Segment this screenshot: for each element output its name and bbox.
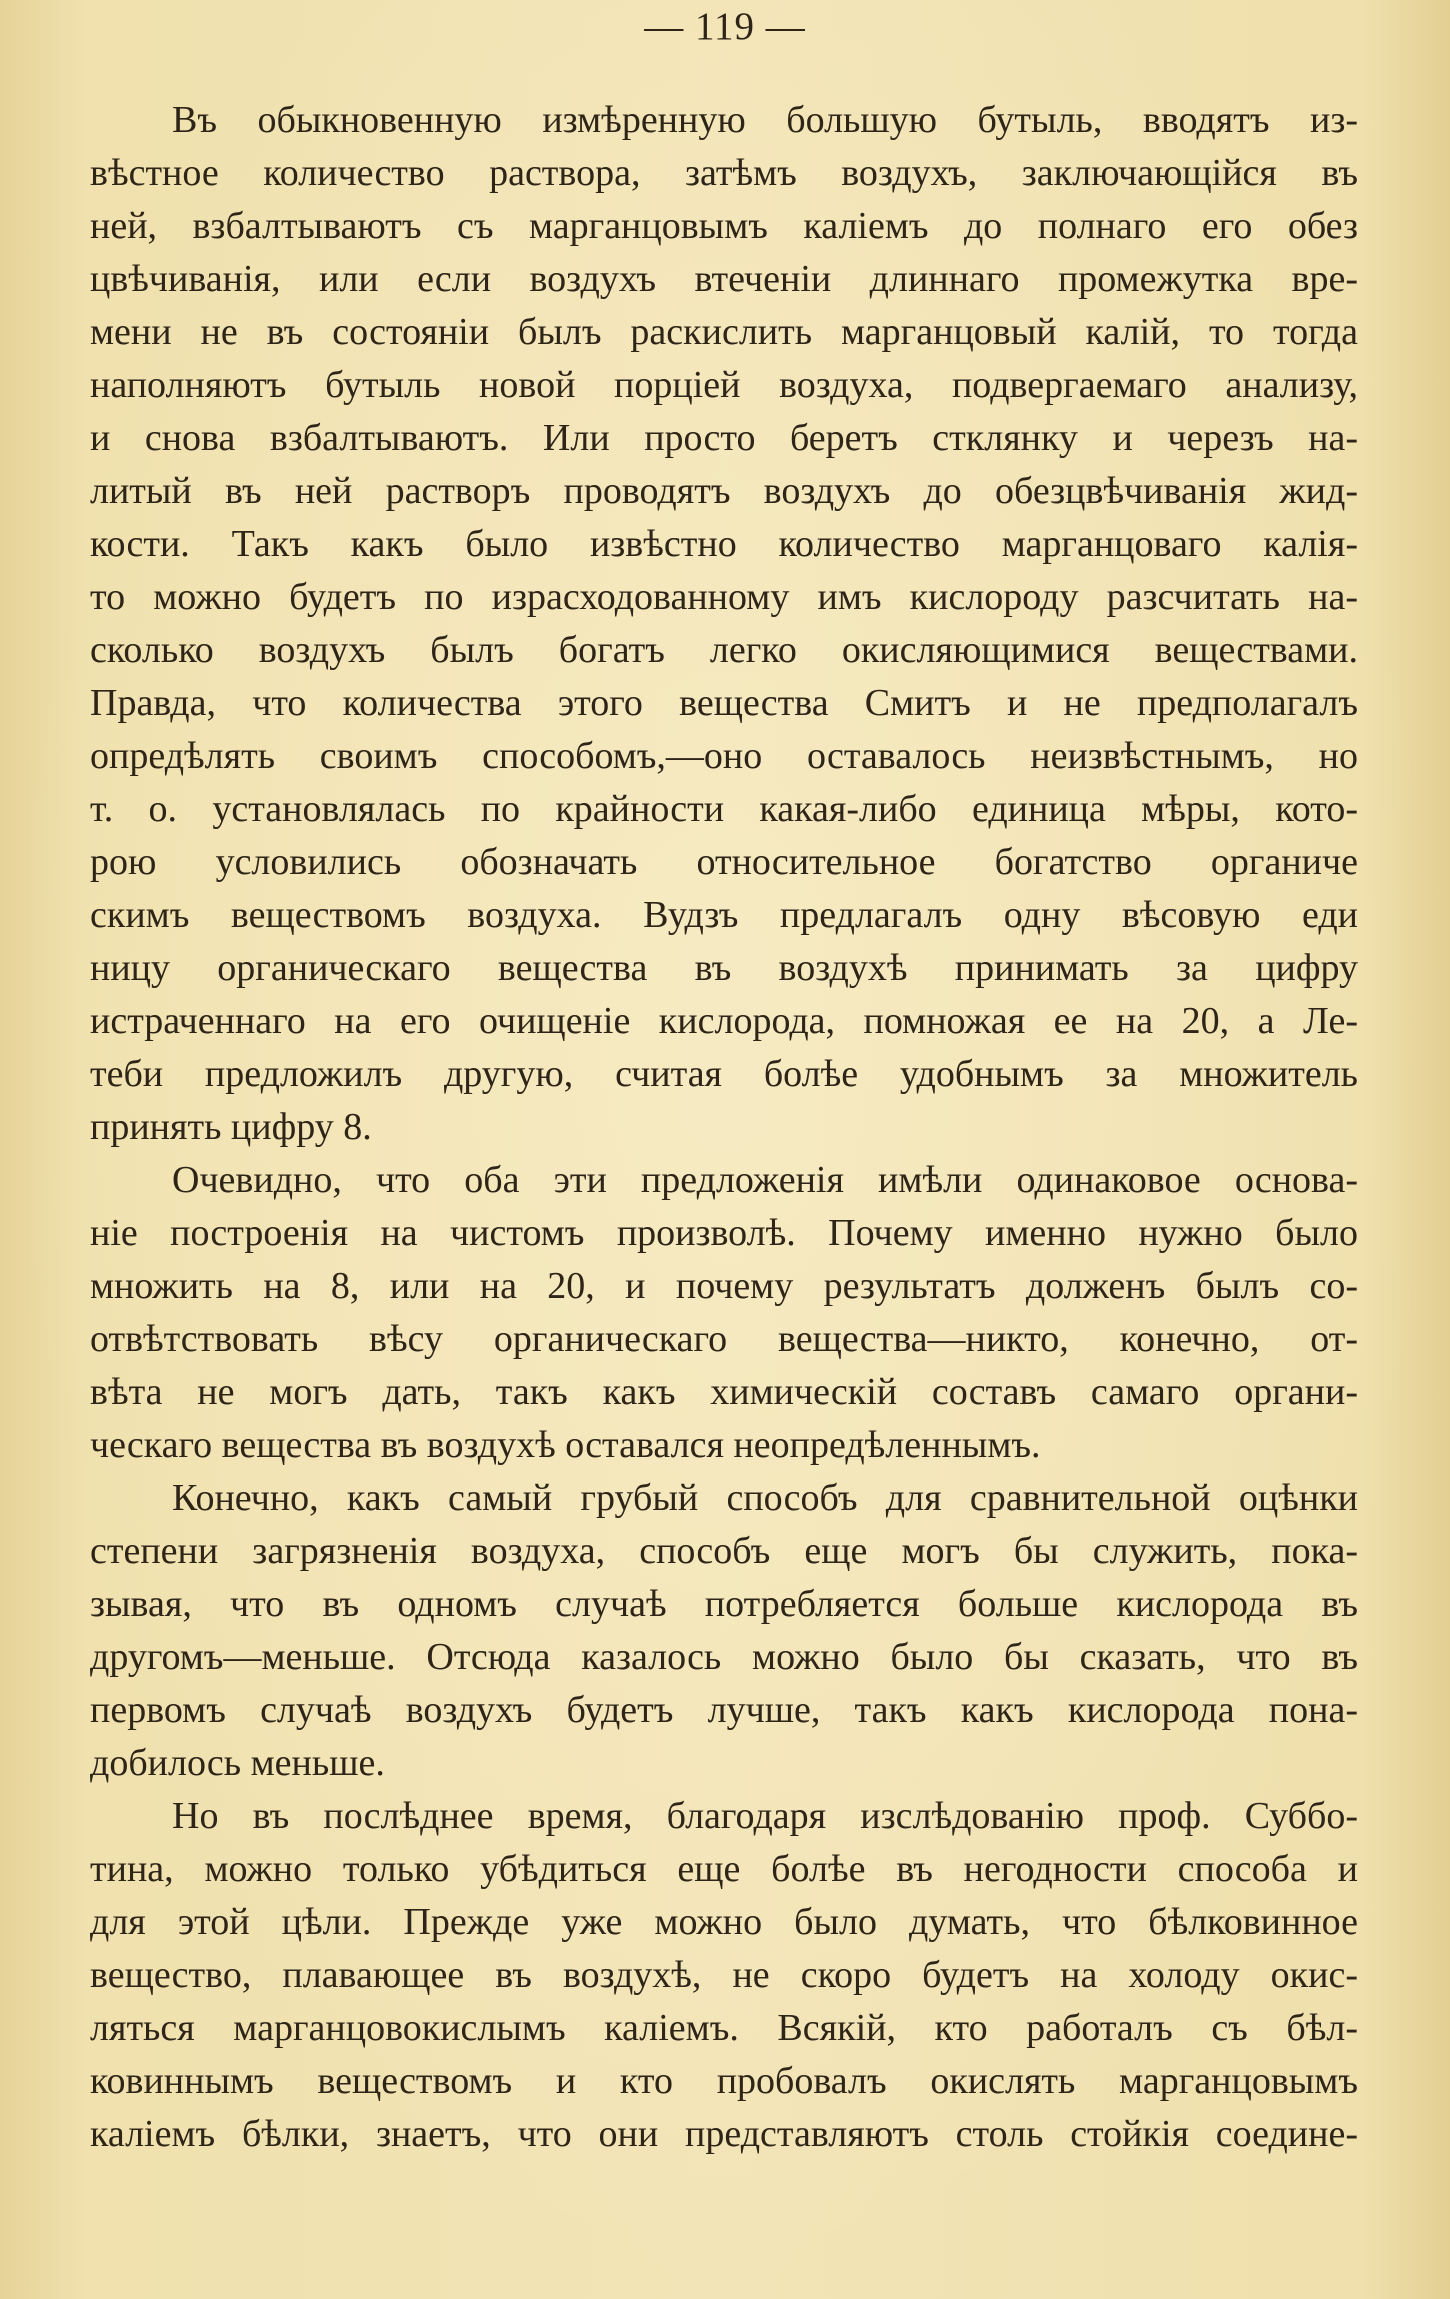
text-line: Правда, что количества этого вещества Смитъ и не предполагалъ xyxy=(90,682,1358,724)
text-line: ковиннымъ веществомъ и кто пробовалъ окислять марганцовымъ xyxy=(90,2060,1358,2102)
paragraph xyxy=(90,1472,1358,1790)
text-line: ницу органическаго вещества въ воздухѣ принимать за цифру xyxy=(90,947,1358,989)
text-line: принять цифру 8. xyxy=(90,1106,372,1148)
text-line: каліемъ бѣлки, знаетъ, что они представляютъ столь стойкія соедине- xyxy=(90,2113,1358,2155)
text-line: рою условились обозначать относительное богатство органиче xyxy=(90,841,1358,883)
text-line: и снова взбалтываютъ. Или просто беретъ стклянку и черезъ на- xyxy=(90,417,1358,459)
text-line: первомъ случаѣ воздухъ будетъ лучше, такъ какъ кислорода пона- xyxy=(90,1689,1358,1731)
text-line: ніе построенія на чистомъ произволѣ. Почему именно нужно было xyxy=(90,1212,1358,1254)
text-line: скимъ веществомъ воздуха. Вудзъ предлагалъ одну вѣсовую еди xyxy=(90,894,1358,936)
text-line: отвѣтствовать вѣсу органическаго вещества—никто, конечно, от- xyxy=(90,1318,1358,1360)
text-line: вѣстное количество раствора, затѣмъ воздухъ, заключающійся въ xyxy=(90,152,1358,194)
body-text xyxy=(90,94,1358,2161)
text-line: Конечно, какъ самый грубый способъ для сравнительной оцѣнки xyxy=(172,1477,1358,1519)
text-line: ней, взбалтываютъ съ марганцовымъ каліемъ до полнаго его обез xyxy=(90,205,1358,247)
text-line: степени загрязненія воздуха, способъ еще могъ бы служить, пока- xyxy=(90,1530,1358,1572)
text-line: опредѣлять своимъ способомъ,—оно оставалось неизвѣстнымъ, но xyxy=(90,735,1358,777)
text-line: для этой цѣли. Прежде уже можно было думать, что бѣлковинное xyxy=(90,1901,1358,1943)
text-line: т. о. установлялась по крайности какая-либо единица мѣры, кото- xyxy=(90,788,1358,830)
text-line: вѣта не могъ дать, такъ какъ химическій составъ самаго органи- xyxy=(90,1371,1358,1413)
text-line: то можно будетъ по израсходованному имъ кислороду разсчитать на- xyxy=(90,576,1358,618)
text-line: истраченнаго на его очищеніе кислорода, помножая ее на 20, а Ле- xyxy=(90,1000,1358,1042)
text-line: зывая, что въ одномъ случаѣ потребляется больше кислорода въ xyxy=(90,1583,1358,1625)
text-line: теби предложилъ другую, считая болѣе удобнымъ за множитель xyxy=(90,1053,1358,1095)
text-line: сколько воздухъ былъ богатъ легко окисляющимися веществами. xyxy=(90,629,1358,671)
paragraph xyxy=(90,1154,1358,1472)
text-line: множить на 8, или на 20, и почему результатъ долженъ былъ со- xyxy=(90,1265,1358,1307)
paragraph xyxy=(90,94,1358,1154)
text-line: ляться марганцовокислымъ каліемъ. Всякій, кто работалъ съ бѣл- xyxy=(90,2007,1358,2049)
page-number: — 119 — xyxy=(644,5,806,48)
text-line: ческаго вещества въ воздухѣ оставался неопредѣленнымъ. xyxy=(90,1424,1041,1466)
text-line: Но въ послѣднее время, благодаря изслѣдованію проф. Суббо- xyxy=(172,1795,1358,1837)
paragraph xyxy=(90,1790,1358,2161)
text-line: цвѣчиванія, или если воздухъ втеченіи длиннаго промежутка вре- xyxy=(90,258,1358,300)
text-line: Въ обыкновенную измѣренную большую бутыль, вводятъ из- xyxy=(172,99,1358,141)
text-line: литый въ ней растворъ проводятъ воздухъ до обезцвѣчиванія жид- xyxy=(90,470,1358,512)
text-line: наполняютъ бутыль новой порціей воздуха, подвергаемаго анализу, xyxy=(90,364,1358,406)
text-line: мени не въ состояніи былъ раскислить марганцовый калій, то тогда xyxy=(90,311,1358,353)
text-line: Очевидно, что оба эти предложенія имѣли одинаковое основа- xyxy=(172,1159,1358,1201)
text-line: тина, можно только убѣдиться еще болѣе въ негодности способа и xyxy=(90,1848,1358,1890)
text-line: добилось меньше. xyxy=(90,1742,385,1784)
text-line: другомъ—меньше. Отсюда казалось можно было бы сказать, что въ xyxy=(90,1636,1358,1678)
text-line: вещество, плавающее въ воздухѣ, не скоро будетъ на холоду окис- xyxy=(90,1954,1358,1996)
text-line: кости. Такъ какъ было извѣстно количество марганцоваго калія- xyxy=(90,523,1358,565)
